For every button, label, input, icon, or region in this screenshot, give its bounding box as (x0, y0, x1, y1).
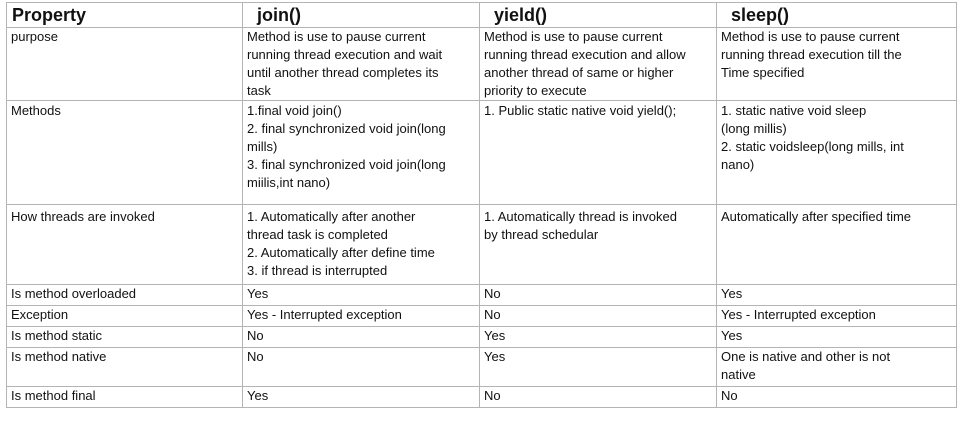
yield-value: Method is use to pause current running thread execution and allow another thread of same or higher priority to execute (484, 29, 686, 98)
sleep-value: 1. static native void sleep (long millis) 2. static voidsleep(long mills, int nano) (721, 103, 904, 172)
sleep-value: Method is use to pause current running thread execution till the Time specified (721, 29, 902, 80)
sleep-cell (717, 205, 957, 285)
yield-value: Yes (484, 328, 506, 343)
yield-cell (480, 28, 717, 101)
join-value: 1.final void join() 2. final synchronized void join(long mills) 3. final synchronized void join(long miilis,int nano) (247, 103, 446, 190)
yield-cell (480, 387, 717, 408)
join-value: Yes - Interrupted exception (247, 307, 402, 322)
sleep-value: Yes - Interrupted exception (721, 307, 876, 322)
yield-value: No (484, 388, 501, 403)
yield-value: 1. Public static native void yield(); (484, 103, 677, 118)
property-label: How threads are invoked (11, 209, 155, 224)
join-value: Yes (247, 388, 269, 403)
join-cell (243, 205, 480, 285)
sleep-cell (717, 348, 957, 387)
property-cell (7, 306, 243, 327)
table-row (7, 101, 957, 205)
sleep-value: Yes (721, 286, 743, 301)
join-cell (243, 387, 480, 408)
yield-cell (480, 327, 717, 348)
property-label: purpose (11, 29, 58, 44)
property-cell (7, 28, 243, 101)
property-cell (7, 348, 243, 387)
header-property: Property (7, 3, 243, 28)
yield-value: 1. Automatically thread is invoked by thread schedular (484, 209, 677, 242)
join-cell (243, 28, 480, 101)
table-row (7, 348, 957, 387)
property-label: Is method static (11, 328, 103, 343)
sleep-cell (717, 285, 957, 306)
join-cell (243, 327, 480, 348)
table-row (7, 327, 957, 348)
sleep-cell (717, 306, 957, 327)
yield-value: No (484, 286, 501, 301)
yield-cell (480, 306, 717, 327)
sleep-value: No (721, 388, 738, 403)
yield-value: No (484, 307, 501, 322)
header-row (7, 3, 957, 28)
property-cell (7, 101, 243, 205)
property-cell (7, 327, 243, 348)
property-label: Is method overloaded (11, 286, 137, 301)
join-value: 1. Automatically after another thread task is completed 2. Automatically after define time 3. if thread is interrupted (247, 209, 435, 278)
property-label: Methods (11, 103, 61, 118)
yield-value: Yes (484, 349, 506, 364)
table-row (7, 387, 957, 408)
sleep-value: Yes (721, 328, 743, 343)
join-value: No (247, 328, 264, 343)
sleep-cell (717, 327, 957, 348)
yield-cell (480, 101, 717, 205)
table-row (7, 285, 957, 306)
header-yield: yield() (480, 3, 717, 28)
table-row (7, 205, 957, 285)
property-label: Exception (11, 307, 69, 322)
yield-cell (480, 205, 717, 285)
header-sleep: sleep() (717, 3, 957, 28)
sleep-value: Automatically after specified time (721, 209, 912, 224)
join-value: Method is use to pause current running thread execution and wait until another thread completes its task (247, 29, 443, 98)
property-cell (7, 387, 243, 408)
sleep-cell (717, 28, 957, 101)
join-cell (243, 285, 480, 306)
join-value: Yes (247, 286, 269, 301)
sleep-value: One is native and other is not native (721, 349, 891, 382)
table-row (7, 306, 957, 327)
property-label: Is method final (11, 388, 96, 403)
table-row (7, 28, 957, 101)
sleep-cell (717, 387, 957, 408)
join-cell (243, 306, 480, 327)
sleep-cell (717, 101, 957, 205)
join-cell (243, 101, 480, 205)
yield-cell (480, 348, 717, 387)
property-cell (7, 205, 243, 285)
comparison-table (6, 2, 957, 408)
property-cell (7, 285, 243, 306)
header-join: join() (243, 3, 480, 28)
join-cell (243, 348, 480, 387)
join-value: No (247, 349, 264, 364)
yield-cell (480, 285, 717, 306)
property-label: Is method native (11, 349, 107, 364)
